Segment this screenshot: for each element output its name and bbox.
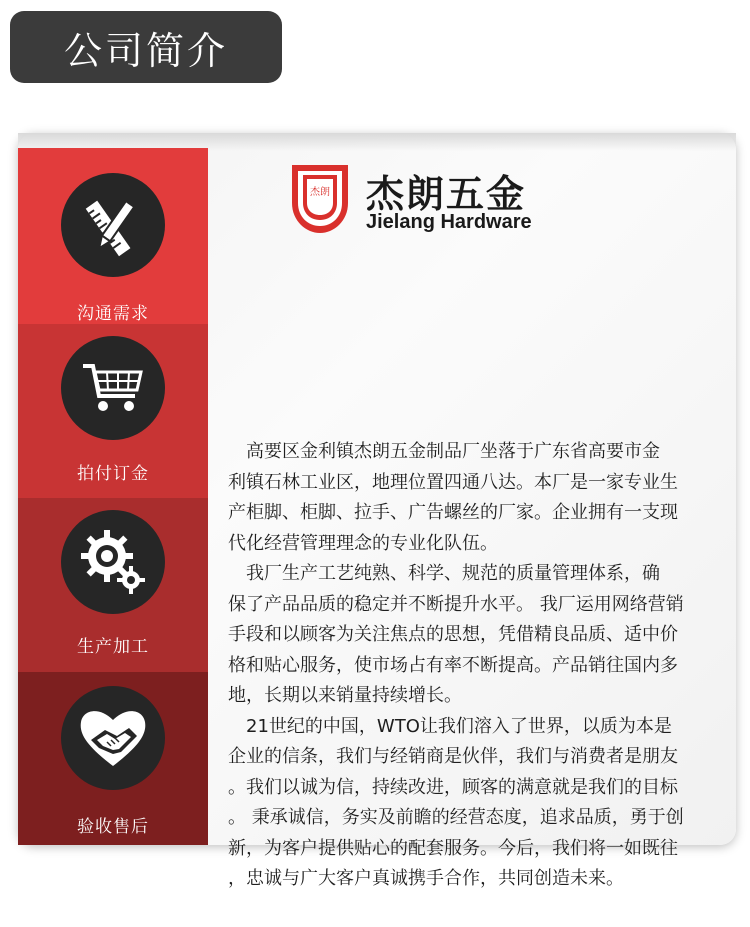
step-label: 验收售后	[77, 817, 149, 837]
brand-name-en: Jielang Hardware	[366, 211, 532, 233]
description-line: 。 秉承诚信，务实及前瞻的经营态度，追求品质，勇于创	[228, 807, 684, 828]
description-line: 地，长期以来销量持续增长。	[228, 685, 462, 706]
logo-badge-text: 杰朗	[310, 187, 330, 198]
brand-name-cn: 杰朗五金	[366, 172, 527, 216]
description-line: 21世纪的中国，WTO让我们溶入了世界，以质为本是	[228, 715, 672, 737]
logo-badge-icon	[288, 163, 352, 235]
description-line: 新，为客户提供贴心的配套服务。今后，我们将一如既往	[228, 837, 678, 859]
description-line: 利镇石林工业区，地理位置四通八达。本厂是一家专业生	[228, 471, 678, 493]
step-label: 拍付订金	[77, 464, 149, 484]
description-line: 企业的信条，我们与经销商是伙伴，我们与消费者是朋友	[228, 746, 678, 767]
step-production	[18, 498, 208, 672]
description-line: 。我们以诚为信，持续改进，顾客的满意就是我们的目标	[228, 776, 678, 798]
section-title: 公司简介	[10, 11, 282, 83]
company-description	[228, 437, 738, 895]
description-line: 保了产品品质的稳定并不断提升水平。 我厂运用网络营销	[228, 593, 684, 615]
step-after-sales	[18, 672, 208, 845]
company-logo	[288, 163, 548, 251]
description-line: 我厂生产工艺纯熟、科学、规范的质量管理体系，确	[228, 563, 660, 584]
step-communication	[18, 148, 208, 324]
description-line: ，忠诚与广大客户真诚携手合作，共同创造未来。	[228, 868, 624, 889]
step-label: 生产加工	[77, 637, 149, 657]
process-sidebar	[18, 148, 208, 845]
step-deposit	[18, 324, 208, 498]
gears-icon	[61, 510, 165, 614]
description-line: 产柜脚、柜脚、拉手、广告螺丝的厂家。企业拥有一支现	[228, 502, 678, 523]
step-label: 沟通需求	[77, 304, 149, 324]
description-line: 高要区金利镇杰朗五金制品厂坐落于广东省高要市金	[228, 441, 660, 462]
shopping-cart-icon	[61, 336, 165, 440]
description-line: 格和贴心服务，使市场占有率不断提高。产品销往国内多	[228, 654, 678, 676]
heart-handshake-icon	[61, 686, 165, 790]
company-intro-card	[18, 133, 736, 889]
description-line: 手段和以顾客为关注焦点的思想，凭借精良品质、适中价	[228, 624, 678, 645]
pencil-ruler-icon	[61, 173, 165, 277]
description-line: 代化经营管理理念的专业化队伍。	[228, 532, 498, 554]
